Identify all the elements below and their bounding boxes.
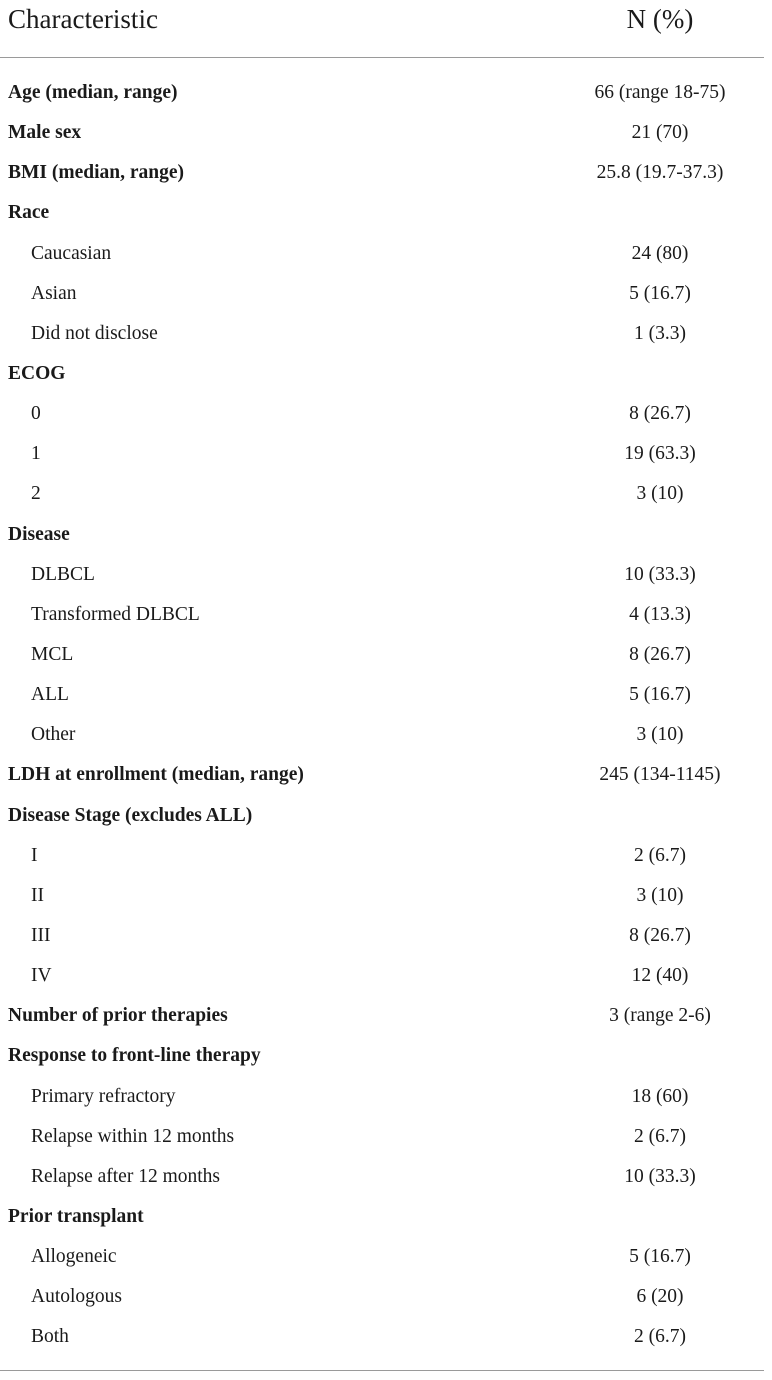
- row-label: 2: [31, 483, 41, 505]
- row-label: 1: [31, 443, 41, 465]
- table-row-heading: [0, 354, 772, 394]
- row-value: 66 (range 18-75): [594, 82, 726, 103]
- row-label: I: [31, 844, 38, 866]
- row-label: Relapse within 12 months: [31, 1125, 235, 1147]
- row-value: 245 (134-1145): [599, 764, 721, 786]
- table-row-heading: [0, 515, 772, 555]
- table-header: [0, 0, 772, 58]
- table-row: [0, 474, 772, 514]
- row-label: Both: [31, 1326, 69, 1348]
- row-label: Asian: [31, 282, 77, 304]
- row-label: Number of prior therapies: [8, 1005, 228, 1027]
- row-value: 5 (16.7): [629, 684, 691, 706]
- table-row: [0, 314, 772, 354]
- row-value: 3 (10): [636, 483, 684, 505]
- row-value: 3 (range 2-6): [609, 1005, 711, 1027]
- table-row: [0, 595, 772, 635]
- table-row-heading: [0, 73, 772, 113]
- row-label: IV: [31, 965, 52, 987]
- row-value: 6 (20): [636, 1286, 684, 1308]
- row-value: 4 (13.3): [629, 603, 691, 625]
- header-n-percent: N (%): [626, 4, 694, 34]
- row-label: Disease Stage (excludes ALL): [8, 804, 253, 826]
- row-label: Relapse after 12 months: [31, 1165, 220, 1187]
- row-label: 0: [31, 403, 41, 425]
- row-label: Race: [8, 202, 50, 224]
- row-label: Other: [31, 724, 76, 746]
- row-label: II: [31, 884, 44, 906]
- row-label: Prior transplant: [8, 1205, 144, 1227]
- row-label: Autologous: [31, 1286, 123, 1308]
- row-label: MCL: [31, 643, 74, 665]
- row-value: 8 (26.7): [629, 643, 691, 665]
- table-body: [0, 73, 772, 1358]
- row-value: 21 (70): [631, 122, 689, 144]
- row-label: Allogeneic: [31, 1246, 117, 1268]
- row-label: Response to front-line therapy: [8, 1045, 261, 1067]
- row-value: 1 (3.3): [634, 322, 686, 344]
- row-value: 8 (26.7): [629, 924, 691, 946]
- header-divider: [0, 57, 764, 58]
- table-row: [0, 434, 772, 474]
- table-row: [0, 394, 772, 434]
- row-label: Caucasian: [31, 242, 112, 264]
- row-label: LDH at enrollment (median, range): [8, 764, 304, 786]
- row-value: 5 (16.7): [629, 282, 691, 304]
- row-label: ECOG: [8, 362, 66, 384]
- table-row: [0, 234, 772, 274]
- row-value: 10 (33.3): [624, 563, 696, 585]
- row-label: Disease: [8, 523, 70, 545]
- row-label: Male sex: [8, 122, 82, 144]
- table-row: [0, 1237, 772, 1277]
- header-characteristic: Characteristic: [8, 4, 158, 34]
- table-row-heading: [0, 996, 772, 1036]
- table-bottom-rule: [0, 1370, 764, 1371]
- table-row: [0, 1157, 772, 1197]
- row-value: 8 (26.7): [629, 403, 691, 425]
- table-row: [0, 1277, 772, 1317]
- row-value: 5 (16.7): [629, 1246, 691, 1268]
- row-value: 2 (6.7): [634, 1125, 686, 1147]
- row-value: 3 (10): [636, 724, 684, 746]
- row-value: 25.8 (19.7-37.3): [596, 162, 724, 184]
- row-value: 12 (40): [631, 965, 689, 987]
- table-row: [0, 715, 772, 755]
- row-label: DLBCL: [31, 563, 95, 585]
- row-label: Did not disclose: [31, 322, 158, 344]
- row-label: III: [31, 924, 51, 946]
- table-row: [0, 274, 772, 314]
- table-row-heading: [0, 1036, 772, 1076]
- table-row: [0, 916, 772, 956]
- table-row: [0, 635, 772, 675]
- row-label: ALL: [31, 684, 69, 706]
- table-row-heading: [0, 1197, 772, 1237]
- row-value: 10 (33.3): [624, 1165, 696, 1187]
- table-row: [0, 1077, 772, 1117]
- row-value: 19 (63.3): [624, 443, 696, 465]
- table-row-heading: [0, 113, 772, 153]
- table-row: [0, 876, 772, 916]
- row-label: Transformed DLBCL: [31, 603, 200, 625]
- table-row: [0, 836, 772, 876]
- row-value: 18 (60): [631, 1085, 689, 1107]
- row-label: Primary refractory: [31, 1085, 176, 1107]
- table-row-heading: [0, 193, 772, 233]
- row-label: Age (median, range): [8, 82, 178, 103]
- row-value: 3 (10): [636, 884, 684, 906]
- row-label: BMI (median, range): [8, 162, 185, 184]
- table-row: [0, 1117, 772, 1157]
- table-row: [0, 956, 772, 996]
- row-value: 2 (6.7): [634, 844, 686, 866]
- table-row: [0, 1317, 772, 1357]
- table-row: [0, 555, 772, 595]
- row-value: 24 (80): [631, 242, 689, 264]
- row-value: 2 (6.7): [634, 1326, 686, 1348]
- table-row-heading: [0, 796, 772, 836]
- table-row-heading: [0, 153, 772, 193]
- table-row-heading: [0, 755, 772, 795]
- table-row: [0, 675, 772, 715]
